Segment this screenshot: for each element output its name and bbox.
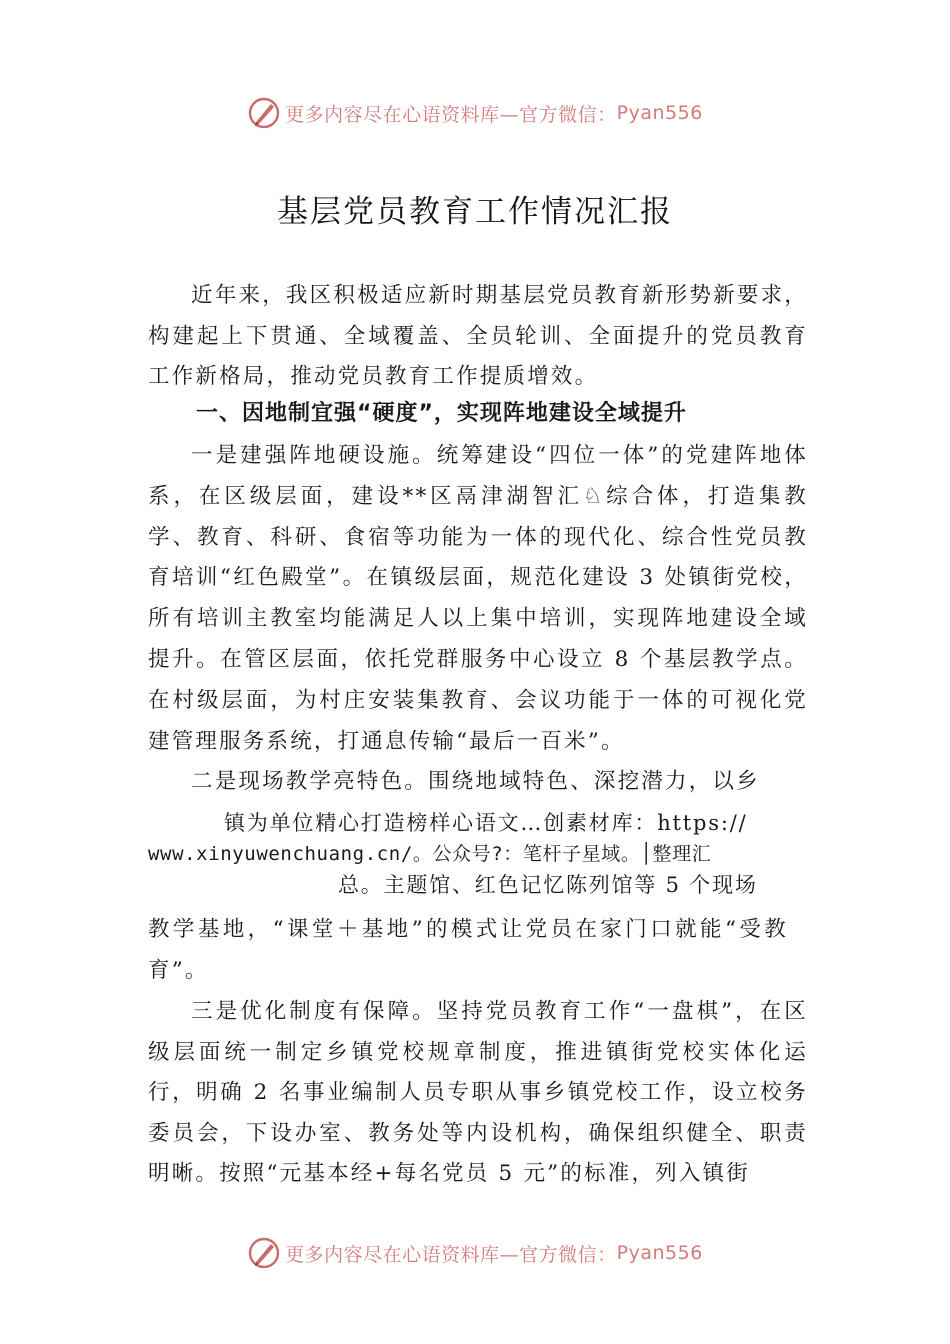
paragraph-2-line-3: www.xinyuwenchuang.cn/。公众号?：笔杆子星域。│整理汇 <box>148 843 712 865</box>
intro-paragraph: 近年来，我区积极适应新时期基层党员教育新形势新要求，构建起上下贯通、全域覆盖、全员轮训、全面提升的党员教育工作新格局，推动党员教育工作提质增效。 <box>148 283 808 390</box>
pen-logo-icon <box>247 1236 281 1270</box>
paragraph-2-inserted-lines <box>148 808 808 901</box>
watermark-wechat-id: Pyan556 <box>616 102 703 124</box>
paragraph-2-line-2: 镇为单位精心打造榜样心语文…创素材库：https:// <box>224 811 748 835</box>
paragraph-2-end: 教学基地，“课堂＋基地”的模式让党员在家门口就能“受教育”。 <box>148 917 788 983</box>
pen-logo-icon <box>247 96 281 130</box>
watermark-text: 更多内容尽在心语资料库—官方微信： <box>285 1243 617 1266</box>
watermark-top <box>0 96 950 130</box>
watermark-wechat-id: Pyan556 <box>616 1242 703 1264</box>
watermark-bottom <box>0 1236 950 1270</box>
paragraph-2-start: 二是现场教学亮特色。围绕地域特色、深挖潜力，以乡 <box>191 769 760 794</box>
paragraph-2-line-4: 总。主题馆、红色记忆陈列馆等 5 个现场 <box>338 873 758 897</box>
watermark-text: 更多内容尽在心语资料库—官方微信： <box>285 103 617 126</box>
section-heading-1: 一、因地制宜强“硬度”，实现阵地建设全域提升 <box>196 401 687 426</box>
document-title: 基层党员教育工作情况汇报 <box>277 194 673 230</box>
paragraph-1: 一是建强阵地硬设施。统筹建设“四位一体”的党建阵地体系，在区级层面，建设**区鬲津湖智汇♘综合体，打造集教学、教育、科研、食宿等功能为一体的现代化、综合性党员教育培训“红色殿堂”。在镇级层面，规范化建设 3 处镇街党校，所有培训主教室均能满足人以上集中培训，实现阵地建设全域提升。在管区层面，依托党群服务中心设立 8 个基层教学点。在村级层面，为村庄安装集教育、会议功能于一体的可视化党建管理服务系统，打通息传输“最后一百米”。 <box>148 443 808 754</box>
paragraph-3: 三是优化制度有保障。坚持党员教育工作“一盘棋”，在区级层面统一制定乡镇党校规章制度，推进镇街党校实体化运行，明确 2 名事业编制人员专职从事乡镇党校工作，设立校务委员会，下设办室、教务处等内设机构，确保组织健全、职责明晰。按照“元基本经+每名党员 5 元”的标准，列入镇街 <box>148 999 808 1187</box>
